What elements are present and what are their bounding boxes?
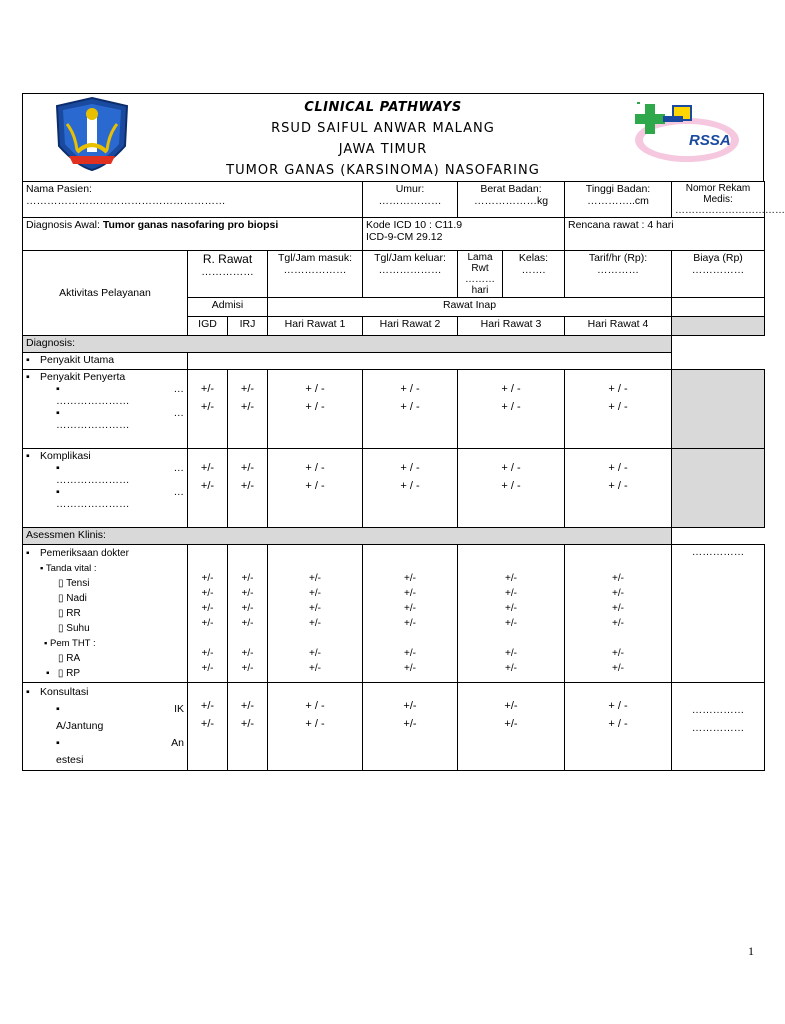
asesmen-section-title-row [23, 528, 765, 545]
kelas-field[interactable]: ……. [521, 264, 546, 276]
document-title-block [153, 97, 613, 181]
penyakit-utama-row: ▪ Penyakit Utama [23, 353, 765, 370]
nama-pasien-field[interactable]: ………………………………………………… [26, 195, 226, 207]
tarif-field[interactable]: ………… [597, 264, 639, 276]
title-line-4: TUMOR GANAS (KARSINOMA) NASOFARING [226, 163, 540, 178]
igd-header: IGD [188, 317, 228, 336]
umur-field[interactable]: ……………… [378, 195, 442, 207]
tgl-keluar-header: Tgl/Jam keluar: [374, 252, 446, 264]
diagnosis-awal-row [23, 218, 765, 251]
umur-label: Umur: [395, 183, 425, 195]
page-number: 1 [748, 944, 754, 958]
icd9-code: ICD-9-CM 29.12 [366, 231, 443, 243]
tgl-keluar-field[interactable]: ……………… [378, 264, 442, 276]
column-header-row-1 [23, 251, 765, 298]
icd10-code: Kode ICD 10 : C11.9 [366, 219, 463, 231]
rawat-inap-header: Rawat Inap [268, 298, 672, 317]
biaya-field[interactable]: …………… [691, 264, 745, 276]
tarif-header: Tarif/hr (Rp): [588, 252, 648, 264]
tgl-masuk-field[interactable]: ……………… [283, 264, 347, 276]
penyakit-utama-label: Penyakit Utama [40, 354, 115, 366]
penyakit-penyerta-row: ▪ Penyakit Penyerta ▪ … ………………… ▪ … ………………… +/- +/- +/- +/- + / - + / - + / - + / - + / - + / - + / - + / - [23, 370, 765, 449]
konsultasi-row: ▪ Konsultasi ▪ IK A/Jantung ▪ An estesi +/- +/- +/- +/- + / - + / - +/- +/- +/- +/- + / - + / - …………… …………… [23, 683, 765, 771]
lama-rawat-field[interactable]: ……… hari [465, 274, 495, 296]
patient-row [23, 182, 765, 218]
title-line-3: JAWA TIMUR [338, 142, 428, 157]
rssa-logo-icon [623, 94, 743, 172]
tinggi-badan-label: Tinggi Badan: [585, 183, 651, 195]
r-rawat-header: R. Rawat [202, 252, 253, 266]
hari-rawat-4-header: Hari Rawat 4 [565, 317, 672, 336]
aktivitas-header: Aktivitas Pelayanan [23, 251, 188, 336]
rekam-medis-field[interactable]: …………………………… [675, 205, 785, 216]
jawa-timur-emblem-icon [47, 94, 137, 172]
rencana-rawat: Rencana rawat : 4 hari [568, 219, 674, 231]
title-line-1: CLINICAL PATHWAYS [304, 100, 462, 115]
diagnosis-awal-label: Diagnosis Awal: [26, 219, 100, 231]
komplikasi-row: ▪ Komplikasi ▪ … ………………… ▪ … ………………… +/- +/- +/- +/- + / - + / - + / - + / - + / - + / - + / - + / - [23, 449, 765, 528]
document-header [22, 93, 764, 181]
diagnosis-awal-value: Tumor ganas nasofaring pro biopsi [102, 219, 279, 231]
penyakit-penyerta-label: Penyakit Penyerta [40, 371, 126, 383]
hari-rawat-2-header: Hari Rawat 2 [363, 317, 458, 336]
kelas-header: Kelas: [518, 252, 549, 264]
asesmen-section-title: Asessmen Klinis: [23, 528, 672, 545]
diagnosis-section-title-row [23, 336, 765, 353]
pathway-table [22, 181, 785, 771]
tinggi-badan-field[interactable]: …………..cm [587, 195, 649, 207]
hari-rawat-1-header: Hari Rawat 1 [268, 317, 363, 336]
r-rawat-field[interactable]: …………… [201, 266, 254, 278]
diagnosis-section-title: Diagnosis: [23, 336, 672, 353]
lama-rawat-header: Lama Rwt [467, 252, 493, 274]
clinical-pathway-document [22, 93, 785, 771]
svg-text:RSSA: RSSA [689, 132, 731, 149]
title-line-2: RSUD SAIFUL ANWAR MALANG [271, 121, 495, 136]
komplikasi-label: Komplikasi [40, 450, 91, 462]
pemeriksaan-dokter-label: Pemeriksaan dokter [40, 548, 129, 559]
rekam-medis-label: Nomor Rekam Medis: [685, 183, 751, 205]
berat-badan-label: Berat Badan: [480, 183, 542, 195]
irj-header: IRJ [228, 317, 268, 336]
tgl-masuk-header: Tgl/Jam masuk: [277, 252, 353, 264]
konsultasi-biaya-field[interactable]: …………… …………… [672, 683, 765, 771]
hari-rawat-3-header: Hari Rawat 3 [458, 317, 565, 336]
pemeriksaan-dokter-row: ▪ Pemeriksaan dokter ▪ Tanda vital : ▯ Tensi ▯ Nadi ▯ RR ▯ Suhu ▪ Pem THT : ▯ RA ▪ ▯ RP +/- +/- +/- +/- +/- +/- +/- +/- +/- +/- +/- +/- +/- +/- +/- +/- +/- +/- +/- +/- +/- +/- +/- +/- +/- +/- +/- +/- +/- +/- +/- +/- +/- +/- +/- +/- …………… [23, 545, 765, 683]
biaya-header: Biaya (Rp) [693, 252, 743, 264]
konsultasi-label: Konsultasi [40, 686, 89, 698]
admisi-header: Admisi [188, 298, 268, 317]
nama-pasien-label: Nama Pasien: [26, 183, 92, 195]
pemeriksaan-biaya-field[interactable]: …………… [672, 545, 765, 683]
berat-badan-field[interactable]: ………………kg [473, 195, 549, 207]
